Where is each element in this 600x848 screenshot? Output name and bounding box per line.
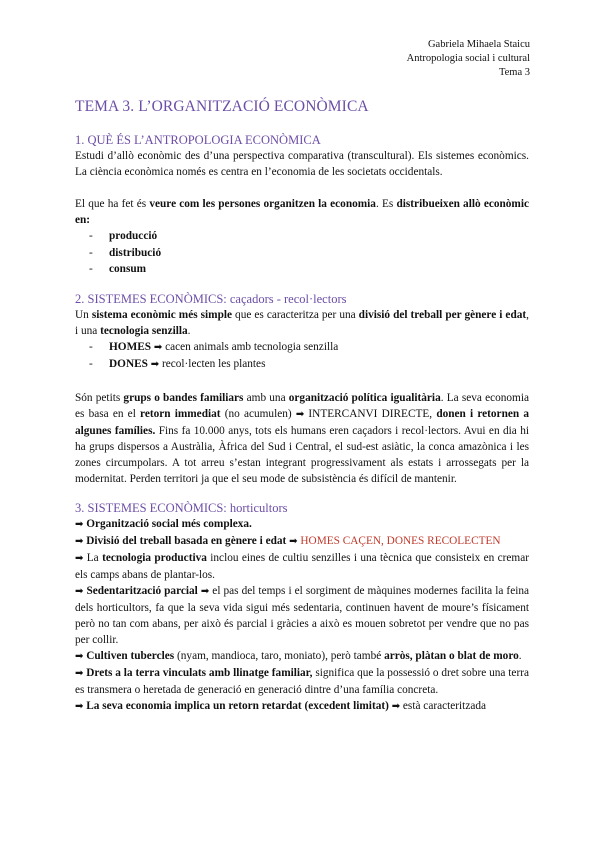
arrow-icon: ➡ (153, 341, 163, 353)
list-item: - distribució (89, 245, 529, 262)
section-1-heading: 1. QUÈ ÉS L’ANTROPOLOGIA ECONÒMICA (75, 133, 321, 147)
arrow-icon: ➡ (75, 535, 84, 547)
section-3-line-3: ➡ La tecnologia productiva inclou eines de cultiu senzilles i una tècnica que consisteix en cremar els camps abans de plantar-los. (75, 551, 529, 581)
section-2-paragraph-1: Un sistema econòmic més simple que es caracteritza per una divisió del treball per gènere i edat, i una tecnologia senzilla. (75, 308, 529, 337)
header-author: Gabriela Mihaela Staicu (427, 39, 530, 50)
arrow-icon: ➡ (150, 359, 160, 370)
section-1-paragraph-1: Estudi d’allò econòmic des d’una perspectiva comparativa (transcultural). Els sistemes econòmics. La ciència econòmica només es centra en l’economia de les societats occidentals. (75, 150, 529, 178)
arrow-icon: ➡ (391, 700, 401, 712)
list-item: - HOMES ➡ cacen animals amb tecnologia senzilla (89, 339, 529, 357)
section-1-list (75, 228, 529, 278)
section-3-line-6: ➡ Drets a la terra vinculats amb llinatge familiar, significa que la possessió o dret sobre una terra es transmera o heretada de generació en generació dintre d’una família concreta. (75, 666, 529, 696)
section-2-heading: 2. SISTEMES ECONÒMICS: caçadors - recol·lectors (75, 291, 347, 306)
section-2-list (75, 339, 529, 374)
arrow-icon: ➡ (75, 667, 84, 679)
section-3-line-5: ➡ Cultiven tubercles (nyam, mandioca, taro, moniato), però també arròs, plàtan o blat de moro. (75, 649, 522, 662)
arrow-icon: ➡ (75, 552, 84, 564)
arrow-icon: ➡ (75, 585, 84, 597)
list-item: - consum (89, 261, 529, 278)
arrow-icon: ➡ (75, 650, 84, 662)
section-1-paragraph-2: El que ha fet és veure com les persones organitzen la economia. Es distribueixen allò econòmic en: (75, 198, 529, 226)
arrow-icon: ➡ (295, 408, 305, 420)
page-header (75, 38, 530, 80)
section-3-line-1: ➡ Organització social més complexa. (75, 517, 252, 530)
header-topic: Tema 3 (498, 67, 530, 78)
arrow-icon: ➡ (75, 700, 84, 712)
arrow-icon: ➡ (289, 535, 298, 547)
list-item: - producció (89, 228, 529, 245)
arrow-icon: ➡ (75, 518, 84, 530)
header-course: Antropologia social i cultural (406, 53, 530, 64)
arrow-icon: ➡ (200, 585, 210, 597)
section-3-line-7: ➡ La seva economia implica un retorn retardat (excedent limitat) ➡ està caracteritzada (75, 699, 487, 712)
section-3-heading: 3. SISTEMES ECONÒMICS: horticultors (75, 500, 288, 515)
section-3-line-4: ➡ Sedentarització parcial ➡ el pas del temps i el sorgiment de màquines modernes facilita la feina dels horticultors, fa que la seva vida sigui més sedentaria, continuen havent de moure’s físicament però no tan com abans, per això és parcial i gràcies a això es mouen sobretot per vendre que no pas per collir. (75, 584, 530, 646)
section-3-line-2: ➡ Divisió del treball basada en gènere i edat ➡ HOMES CAÇEN, DONES RECOLECTEN (75, 534, 501, 547)
section-2-paragraph-2: Són petits grups o bandes familiars amb una organització política igualitària. La seva economia es basa en el retorn immediat (no acumulen) ➡ INTERCANVI DIRECTE, donen i retornen a algunes famílies. Fins fa 10.000 anys, tots els humans eren caçadors i recol·lectors. Avui en dia hi ha grups dispersos a Austràlia, Àfrica del Sud i Central, el sud-est asiàtic, la conca amazònica i les zones circumpolars. A tot arreu s’estan integrant progressivament als estats i arrossegats per la modernitat. Perden territori ja que el seu mode de subsistència és difícil de mantenir. (75, 391, 529, 485)
document-page (75, 38, 529, 715)
page-title: TEMA 3. L’ORGANITZACIÓ ECONÒMICA (75, 98, 369, 115)
list-item: - DONES ➡ recol·lecten les plantes (89, 356, 529, 374)
